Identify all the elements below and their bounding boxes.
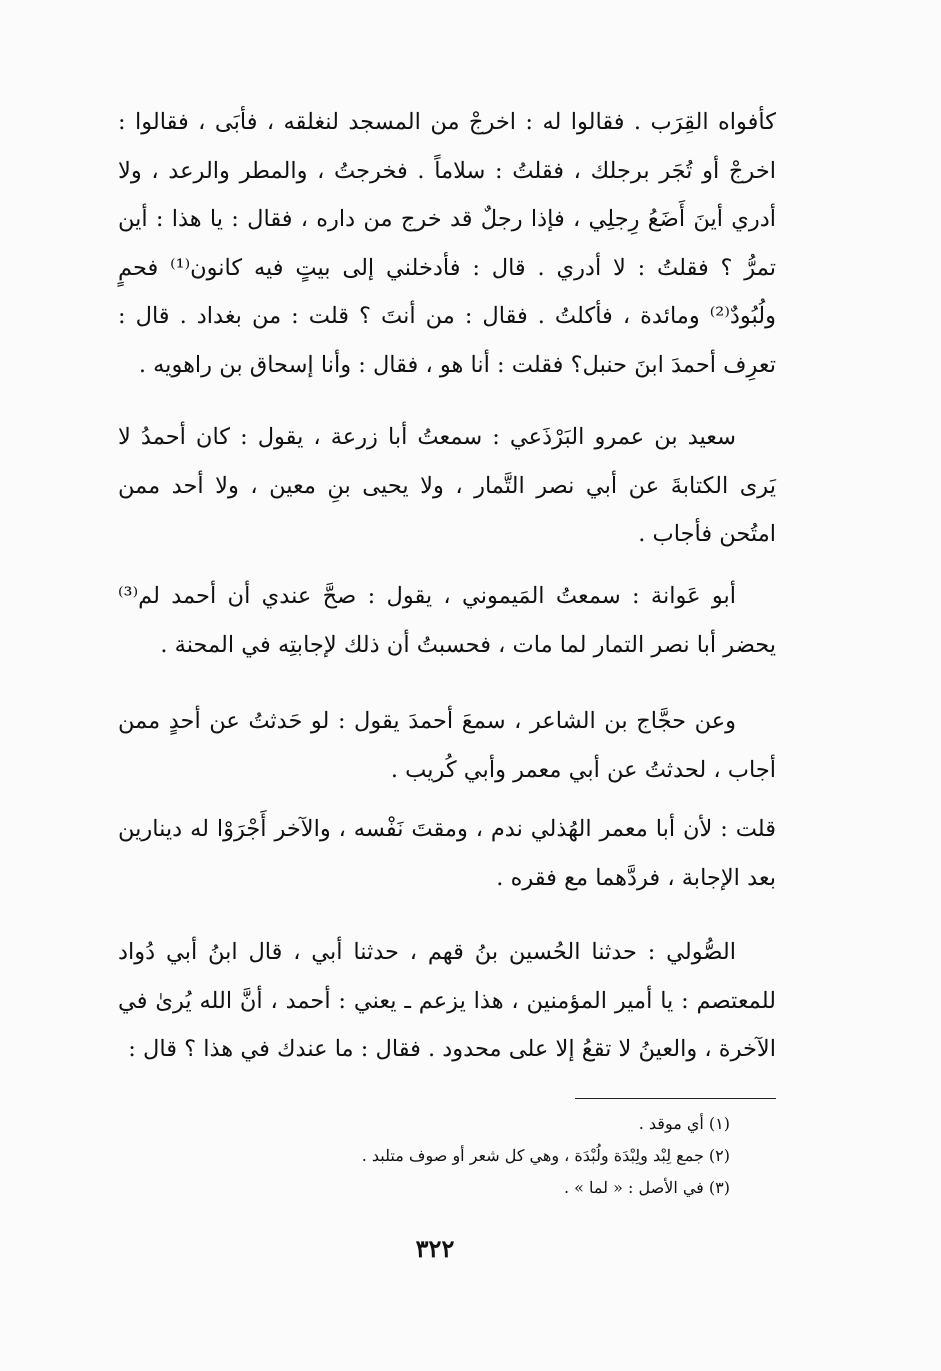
paragraph-text: الصُّولي : حدثنا الحُسين بنُ قهم ، حدثنا أبي ، قال ابنُ أبي دُواد للمعتصم : يا أمير المؤمنين ، هذا يزعم ـ يعني : أحمد ، أنَّ الله يُرىٰ في الآخرة ، والعينُ لا تقعُ إلا على محدود . فقال : ما عندك في هذا ؟ قال : [118, 939, 776, 1062]
footnotes [260, 1108, 730, 1204]
footnote-3: (٣) في الأصل : « لما » . [564, 1178, 730, 1197]
paragraph-text: سعيد بن عمرو البَرْذَعي : سمعتُ أبا زرعة ، يقول : كان أحمدُ لا يَرى الكتابةَ عن أبي نصر التَّمار ، ولا يحيى بنِ معين ، ولا أحد ممن امتُحن فأجاب . [118, 424, 776, 547]
paragraph-bardhai [118, 413, 776, 559]
paragraph-hajjaj [118, 697, 776, 794]
paragraph-suli [118, 928, 776, 1074]
footnote-divider [575, 1098, 776, 1099]
paragraph-text: وعن حجَّاج بن الشاعر ، سمعَ أحمدَ يقول : لو حَدثتُ عن أحدٍ ممن أجاب ، لحدثتُ عن أبي معمر وأبي كُريب . [118, 708, 776, 783]
paragraph-author-note [118, 805, 776, 902]
footnote-2: (٢) جمع لِبْد ولِبْدَة ولُبْدَة ، وهي كل شعر أو صوف متلبد . [361, 1146, 730, 1165]
paragraph-continuation [118, 98, 776, 389]
page-number: ٣٢٢ [415, 1234, 455, 1263]
footnote-1: (١) أي موقد . [638, 1114, 730, 1133]
paragraph-text: قلت : لأن أبا معمر الهُذلي ندم ، ومقتَ نَفْسه ، والآخر أَجْرَوْا له دينارين بعد الإجابة ، فردَّهما مع فقره . [118, 816, 776, 891]
paragraph-text: كأفواه القِرَب . فقالوا له : اخرجْ من المسجد لنغلقه ، فأبَى ، فقالوا : اخرجْ أو تُجَر برجلك ، فقلتُ : سلاماً . فخرجتُ ، والمطر والرعد ، ولا أدري أينَ أَضَعُ رِجلِي ، فإذا رجلٌ قد خرج من داره ، فقال : يا هذا : أين تمرُّ ؟ فقلتُ : لا أدري . قال : فأدخلني إلى بيتٍ فيه كانون⁽¹⁾ فحمٍ ولُبُودٌ⁽²⁾ ومائدة ، فأكلتُ . فقال : من أنتَ ؟ قلت : من بغداد . قال : تعرِف أحمدَ ابنَ حنبل؟ فقلت : أنا هو ، فقال : وأنا إسحاق بن راهويه . [118, 109, 776, 378]
paragraph-text: أبو عَوانة : سمعتُ المَيموني ، يقول : صحَّ عندي أن أحمد لم⁽³⁾ يحضر أبا نصر التمار لما مات ، فحسبتُ أن ذلك لإجابتِه في المحنة . [118, 583, 776, 658]
paragraph-abu-awana [118, 572, 776, 669]
